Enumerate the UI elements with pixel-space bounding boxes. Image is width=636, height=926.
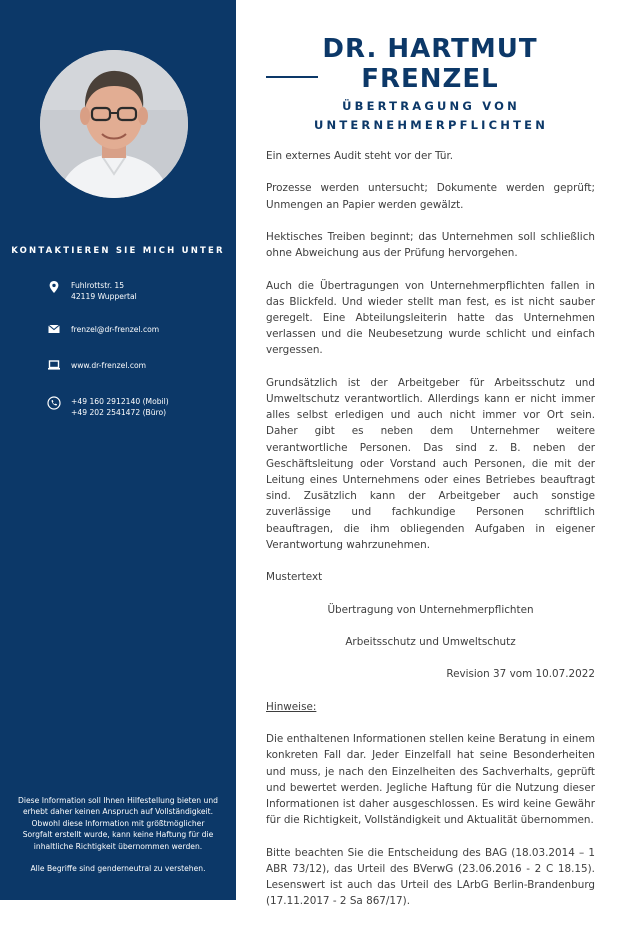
address-city: 42119 Wuppertal (71, 292, 137, 301)
address-text (71, 280, 137, 302)
website-row[interactable] (47, 358, 146, 372)
address-row (47, 280, 137, 302)
address-street: Fuhlrottstr. 15 (71, 281, 125, 290)
website-link[interactable]: www.dr-frenzel.com (71, 361, 147, 370)
contact-heading: KONTAKTIEREN SIE MICH UNTER (11, 246, 225, 256)
document-body (266, 148, 595, 926)
phone-mobile[interactable]: +49 160 2912140 (Mobil) (71, 397, 169, 406)
body-paragraph: Hektisches Treiben beginnt; das Unternehmen soll schließlich ohne Abweichung aus der Prüfung hervorgehen. (266, 230, 595, 260)
disclaimer-text: Diese Information soll Ihnen Hilfestellung bieten und erhebt daher keinen Anspruch auf Vollständigkeit. Obwohl diese Information mit größtmöglicher Sorgfalt erstellt wurde, kann keine Haftung für die inhaltliche Richtigkeit übernommen werden. (18, 796, 218, 851)
body-paragraph: Grundsätzlich ist der Arbeitgeber für Arbeitsschutz und Umweltschutz verantwortlich. Allerdings kann er nicht immer alles selbst erledigen und auch nicht immer vor Ort sein. Daher gibt es neben dem Unternehmer weitere verantwortliche Personen. Das sind z. B. neben der Geschäftsleitung oder Vorstand auch Personen, die mit der Leitung eines Unternehmens oder eines Betriebes beauftragt sind. Zusätzlich kann der Arbeitgeber auch sonstige zuverlässige und fachkundige Personen schriftlich beauftragen, die ihm obliegenden Aufgaben in eigener Verantwortung wahrzunehmen. (266, 376, 595, 551)
revision-note: Revision 37 vom 10.07.2022 (446, 668, 595, 681)
envelope-icon (47, 322, 61, 336)
phone-icon (47, 396, 61, 410)
document-title-line1: ÜBERTRAGUNG VON (342, 99, 520, 113)
court-note: Bitte beachten Sie die Entscheidung des BAG (18.03.2014 – 1 ABR 73/12), das Urteil des BVerwG (23.06.2016 - 2 C 18.15). Lesenswert ist auch das Urteil des LArbG Berlin-Brandenburg (17.11.2017 - 2 Sa 867/17). (266, 846, 595, 908)
phone-row (47, 396, 169, 418)
document-title (266, 97, 596, 135)
title-divider (266, 76, 318, 78)
laptop-icon (47, 358, 61, 372)
author-name: DR. HARTMUT FRENZEL (322, 34, 538, 94)
body-paragraph: Prozesse werden untersucht; Dokumente werden geprüft; Unmengen an Papier werden gewälzt. (266, 182, 595, 211)
body-paragraph: Auch die Übertragungen von Unternehmerpflichten fallen in das Blickfeld. Und wieder stellt man fest, es ist nicht sauber geregelt. Eine Abteilungsleiterin hatte das Unternehmen verlassen und die Neubesetzung wurde schlicht und einfach vergessen. (266, 279, 595, 357)
document-title-line2: UNTERNEHMERPFLICHTEN (313, 118, 549, 132)
location-pin-icon (47, 280, 61, 294)
notes-label: Hinweise: (266, 700, 317, 713)
email-row[interactable] (47, 322, 159, 336)
notes-text: Die enthaltenen Informationen stellen keine Beratung in einem konkreten Fall dar. Jeder Einzelfall hat seine Besonderheiten und muss, je nach den Einzelheiten des Sachverhalts, geprüft und bewertet werden. Jegliche Haftung für die Nutzung dieser Informationen ist daher ausgeschlossen. Es wird keine Gewähr für die Richtigkeit, Vollständigkeit und Aktualität übernommen. (266, 733, 595, 827)
sidebar (0, 0, 236, 900)
phone-office[interactable]: +49 202 2541472 (Büro) (71, 408, 167, 417)
profile-photo (40, 50, 188, 198)
email-link[interactable]: frenzel@dr-frenzel.com (71, 325, 160, 334)
sample-title-line2: Arbeitsschutz und Umweltschutz (345, 635, 516, 648)
sample-label: Mustertext (266, 571, 323, 584)
body-paragraph: Ein externes Audit steht vor der Tür. (266, 150, 454, 162)
sample-title-line1: Übertragung von Unternehmerpflichten (327, 603, 534, 616)
phone-text (71, 396, 169, 418)
gender-note: Alle Begriffe sind genderneutral zu verstehen. (30, 864, 206, 874)
disclaimer (16, 795, 220, 885)
portrait-image (40, 50, 188, 198)
